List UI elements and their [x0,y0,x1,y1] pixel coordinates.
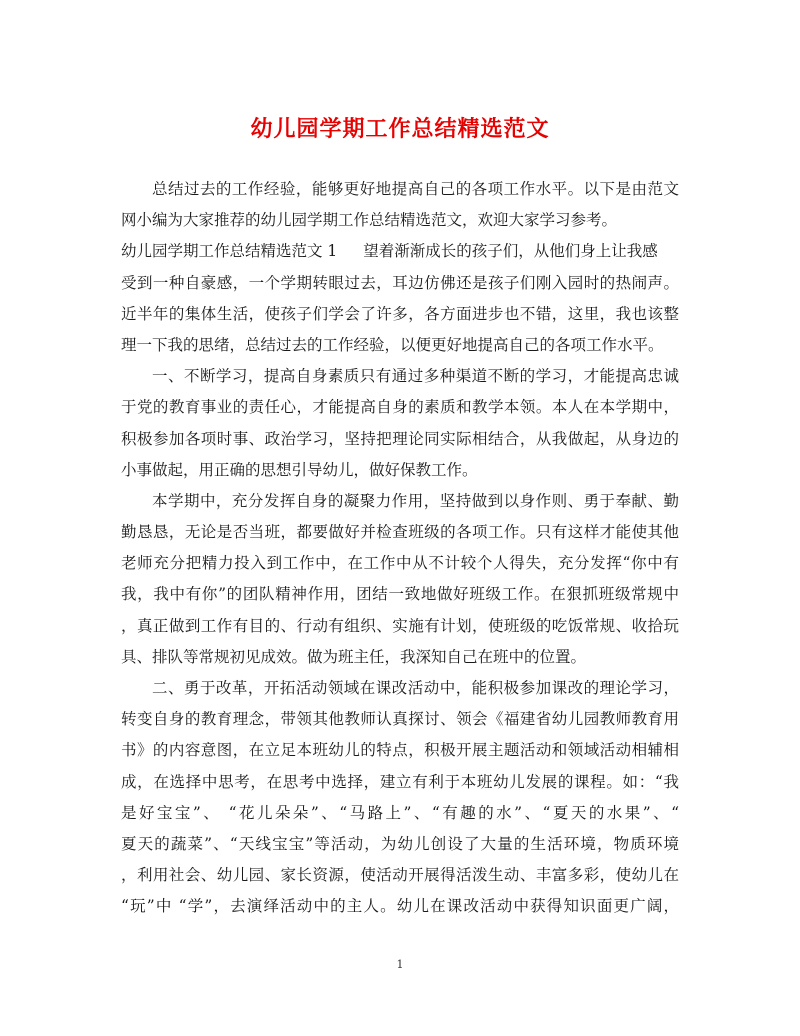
paragraph-line: 于党的教育事业的责任心，才能提高自身的素质和教学本领。本人在本学期中， [121,398,679,417]
paragraph-line: 我，我中有你”的团队精神作用，团结一致地做好班级工作。在狠抓班级常规中 [121,585,679,604]
document-body [121,174,679,923]
paragraph-line: ，利用社会、幼儿园、家长资源，使活动开展得活泼生动、丰富多彩，使幼儿在 [121,866,679,885]
paragraph-line [121,236,679,267]
page-number: 1 [396,958,404,971]
paragraph-line: 具、排队等常规初见成效。做为班主任，我深知自己在班中的位置。 [121,647,587,666]
paragraph-line: 夏天的蔬菜”、“天线宝宝”等活动，为幼儿创设了大量的生活环境，物质环境 [121,834,679,853]
paragraph-line: 近半年的集体生活，使孩子们学会了许多，各方面进步也不错，这里，我也该整 [121,304,679,323]
paragraph-text: 望着渐渐成长的孩子们，从他们身上让我感 [363,242,658,261]
paragraph-line: 二、勇于改革，开拓活动领域在课改活动中，能积极参加课改的理论学习， [152,679,679,697]
paragraph-line: 成，在选择中思考，在思考中选择，建立有利于本班幼儿发展的课程。如：“我 [121,772,679,791]
paragraph-line: 勤恳恳，无论是否当班，都要做好并检查班级的各项工作。只有这样才能使其他 [121,523,679,542]
document-title: 幼儿园学期工作总结精选范文 [250,117,550,142]
paragraph-line: 积极参加各项时事、政治学习，坚持把理论同实际相结合，从我做起，从身边的 [121,429,679,448]
paragraph-line: ，真正做到工作有目的、行动有组织、实施有计划，使班级的吃饭常规、收拾玩 [121,616,679,635]
paragraph-line: 网小编为大家推荐的幼儿园学期工作总结精选范文，欢迎大家学习参考。 [121,211,618,230]
paragraph-line: 一、不断学习，提高自身素质只有通过多种渠道不断的学习，才能提高忠诚 [152,367,679,386]
paragraph-line: 理一下我的思绪，总结过去的工作经验，以便更好地提高自己的各项工作水平。 [121,335,664,354]
paragraph-line: 受到一种自豪感，一个学期转眼过去，耳边仿佛还是孩子们刚入园时的热闹声。 [121,273,679,292]
paragraph-line: 转变自身的教育理念，带领其他教师认真探讨、领会《福建省幼儿园教师教育用 [121,710,679,729]
paragraph-line: 本学期中，充分发挥自身的凝聚力作用，坚持做到以身作则、勇于奉献、勤 [152,491,679,510]
paragraph-line: 是好宝宝”、 “花儿朵朵”、“马路上”、“有趣的水”、“夏天的水果”、“ [121,803,679,822]
paragraph-line: 总结过去的工作经验，能够更好地提高自己的各项工作水平。以下是由范文 [152,180,679,198]
paragraph-line: 书》的内容意图，在立足本班幼儿的特点，积极开展主题活动和领域活动相辅相 [121,741,679,760]
section-heading: 幼儿园学期工作总结精选范文 1 [121,242,338,261]
paragraph-line: “玩”中 “学”，去演绎活动中的主人。幼儿在课改活动中获得知识面更广阔， [121,897,679,916]
paragraph-line: 老师充分把精力投入到工作中，在工作中从不计较个人得失，充分发挥“你中有 [121,554,679,573]
paragraph-line: 小事做起，用正确的思想引导幼儿，做好保教工作。 [121,460,478,479]
